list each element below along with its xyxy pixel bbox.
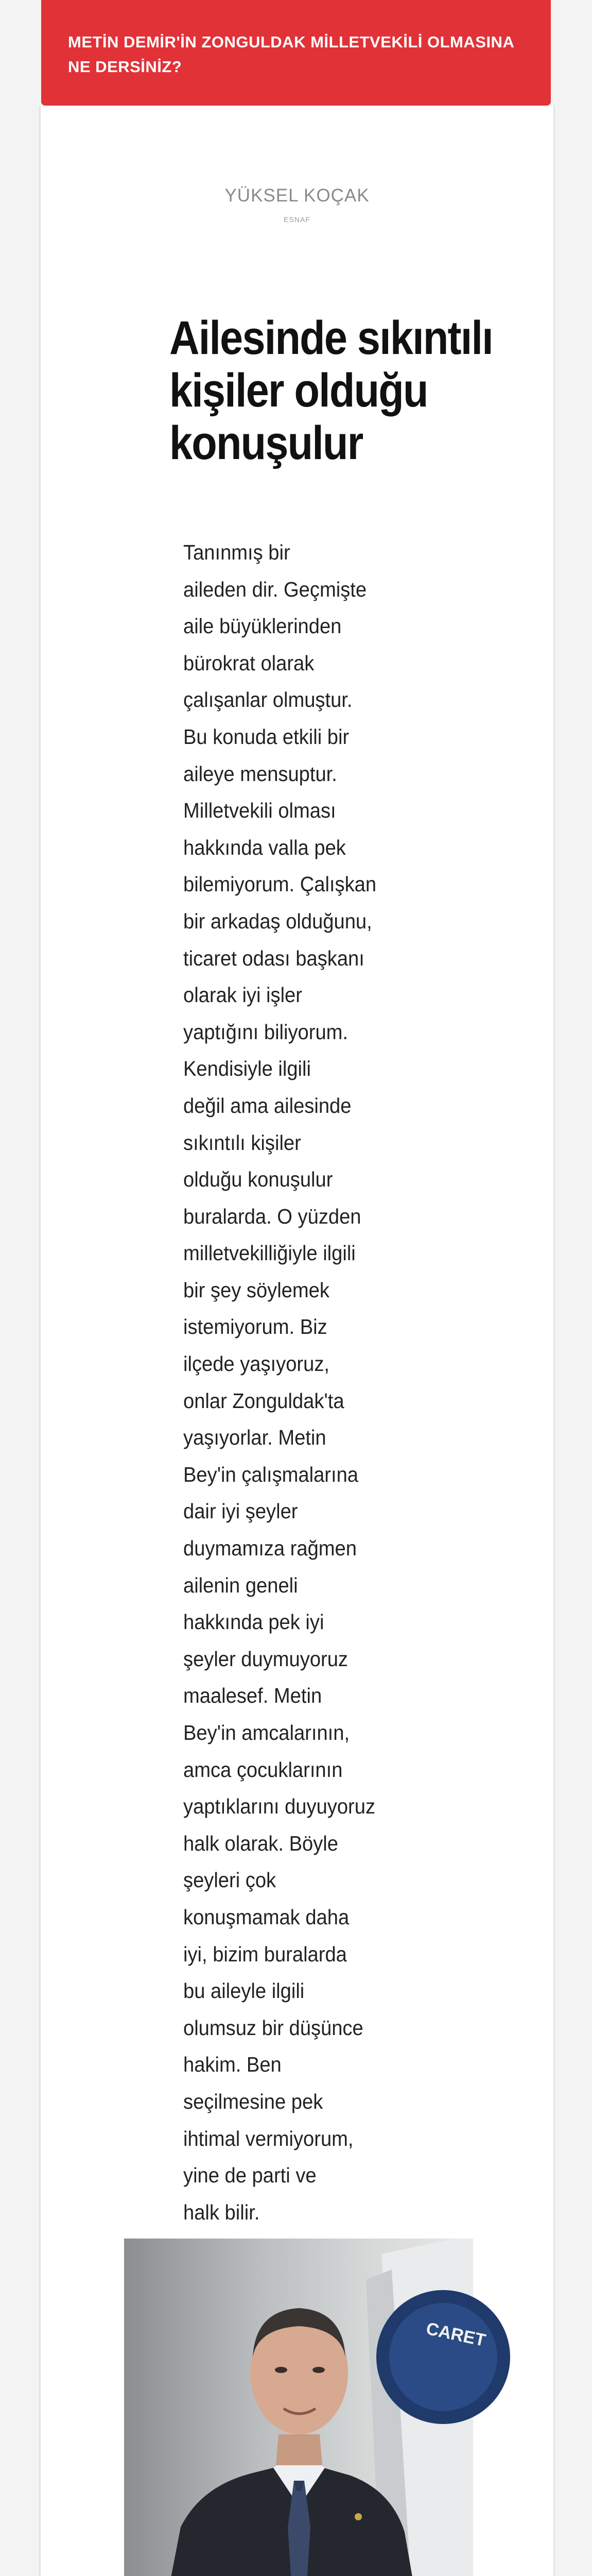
portrait-illustration (124, 2239, 487, 2576)
article-card (39, 106, 555, 2576)
banner-question: METİN DEMİR'İN ZONGULDAK MİLLETVEKİLİ OLMASINA NE DERSİNİZ? (68, 33, 514, 76)
author-role: ESNAF (284, 215, 310, 224)
article-body: Tanınmış bir aileden dir. Geçmişte aile büyüklerinden bürokrat olarak çalışanlar olmuştur. Bu konuda etkili bir aileye mensuptur. Milletvekili olması hakkında valla pek bilemiyorum. Çalışkan bir arkadaş olduğunu, ticaret odası başkanı olarak iyi işler yaptığını biliyorum. Kendisiyle ilgili değil ama ailesinde sıkıntılı kişiler olduğu konuşulur buralarda. O yüzden milletvekilliğiyle ilgili bir şey söylemek istemiyorum. Biz ilçede yaşıyoruz, onlar Zonguldak'ta yaşıyorlar. Metin Bey'in çalışmalarına dair iyi şeyler duymamıza rağmen ailenin geneli hakkında pek iyi şeyler duymuyoruz maalesef. Metin Bey'in amcalarının, amca çocuklarının yaptıklarını duyuyoruz halk olarak. Böyle şeyleri çok konuşmamak daha iyi, bizim buralarda bu aileyle ilgili olumsuz bir düşünce hakim. Ben seçilmesine pek ihtimal vermiyorum, yine de parti ve halk bilir. (183, 540, 377, 2224)
header-banner (41, 0, 551, 106)
author-name: YÜKSEL KOÇAK (224, 185, 370, 206)
portrait-photo (124, 2239, 487, 2576)
article-headline: Ailesinde sıkıntılı kişiler olduğu konuşulur (169, 312, 493, 469)
emblem-text: CARET (424, 2318, 487, 2351)
